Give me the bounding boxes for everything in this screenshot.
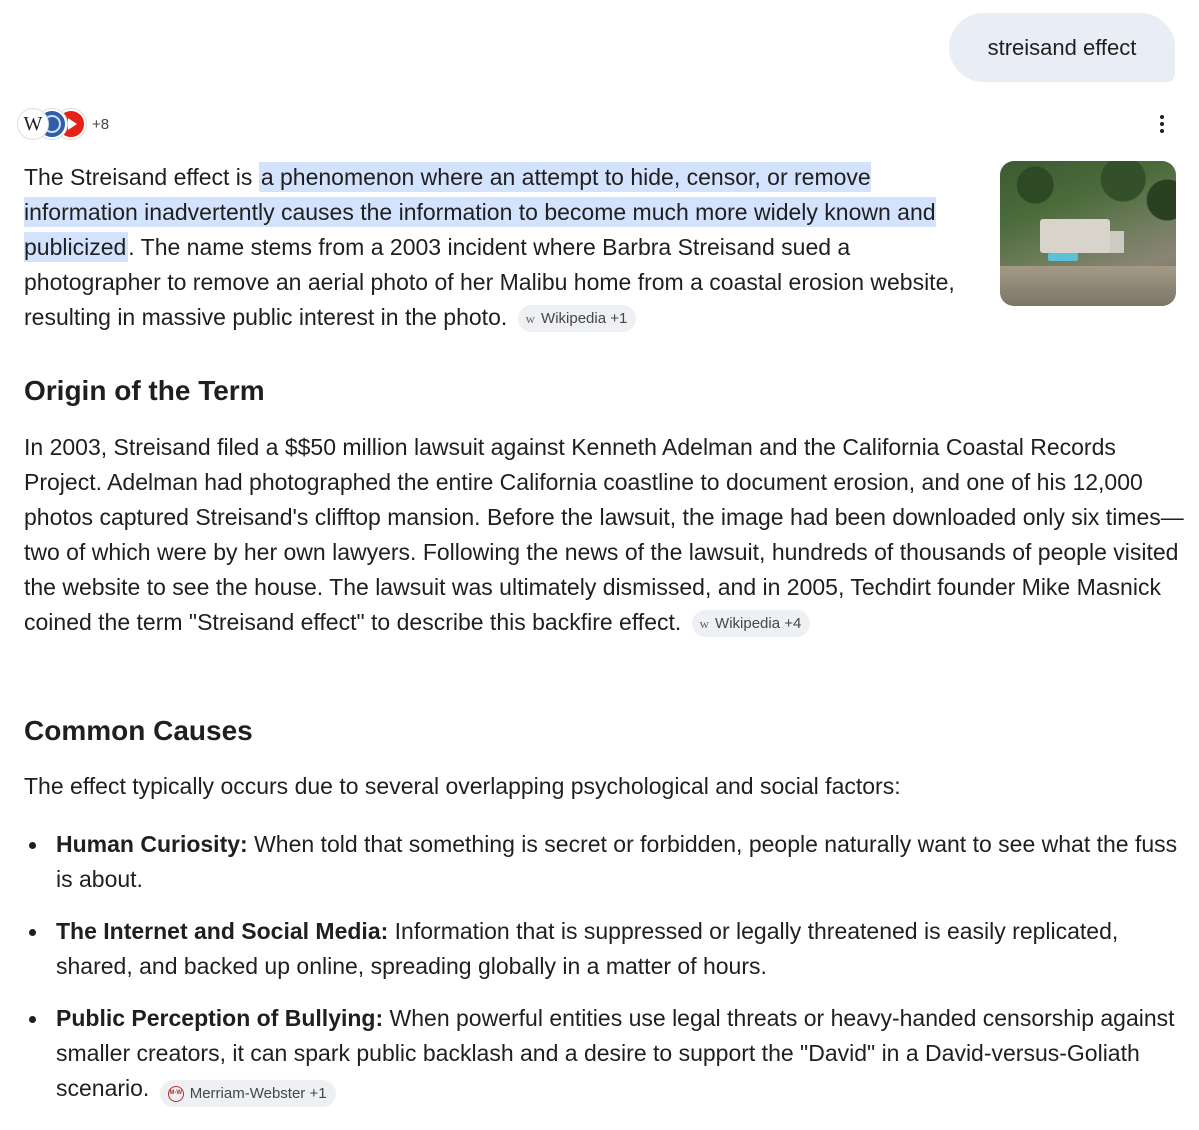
citation-label: Merriam-Webster +1: [189, 1085, 327, 1102]
citation-chip[interactable]: [160, 1080, 336, 1107]
origin-paragraph: [24, 430, 1184, 640]
causes-intro: The effect typically occurs due to several overlapping psychological and social factors:: [24, 773, 901, 799]
citation-chip[interactable]: [692, 610, 811, 637]
list-item-title: Human Curiosity:: [56, 831, 248, 857]
intro-lead: The Streisand effect is: [24, 164, 259, 190]
list-item-text: When powerful entities use legal threats or heavy-handed censorship against smaller creators, it can spark public backlash and a desire to support the "David" in a David-versus-Goliath scenario.: [56, 1005, 1175, 1101]
intro-highlight: a phenomenon where an attempt to hide, censor, or remove information inadvertently causes the information to become much more widely known and publicized: [24, 164, 936, 260]
list-item: [24, 914, 1184, 984]
user-query-bubble: streisand effect: [949, 13, 1175, 82]
wikipedia-icon: W: [18, 109, 48, 139]
list-item-text: When told that something is secret or forbidden, people naturally want to see what the fuss is about.: [56, 831, 1178, 892]
sources-more-count: +8: [92, 115, 110, 133]
causes-list: [24, 827, 1184, 1124]
section-heading-causes: Common Causes: [24, 715, 253, 746]
sources-stack[interactable]: [18, 107, 109, 141]
citation-label: Wikipedia +4: [715, 615, 802, 632]
list-item: [24, 1001, 1184, 1107]
more-options-icon[interactable]: [1150, 112, 1174, 136]
list-item-text: Information that is suppressed or legally threatened is easily replicated, shared, and backed up online, spreading globally in a matter of hours.: [56, 918, 1119, 979]
list-item: [24, 827, 1184, 897]
intro-rest: . The name stems from a 2003 incident where Barbra Streisand sued a photographer to remove an aerial photo of her Malibu home from a coastal erosion website, resulting in massive public interest in the photo.: [24, 234, 955, 330]
citation-label: Wikipedia +1: [541, 310, 628, 327]
section-heading-origin: Origin of the Term: [24, 375, 265, 406]
citation-chip[interactable]: [518, 305, 637, 332]
merriam-webster-icon: M-W: [168, 1086, 184, 1102]
wikipedia-icon: w: [699, 616, 710, 631]
list-item-title: Public Perception of Bullying:: [56, 1005, 384, 1031]
malibu-house-image[interactable]: [1000, 161, 1176, 306]
wikipedia-icon: w: [525, 311, 536, 326]
intro-paragraph: [24, 160, 984, 335]
list-item-title: The Internet and Social Media:: [56, 918, 389, 944]
origin-text: In 2003, Streisand filed a $$50 million lawsuit against Kenneth Adelman and the California Coastal Records Project. Adelman had photographed the entire California coastline to document erosion, and one of his 12,000 photos captured Streisand's clifftop mansion. Before the lawsuit, the image had been downloaded only six times—two of which were by her own lawyers. Following the news of the lawsuit, hundreds of thousands of people visited the website to see the house. The lawsuit was ultimately dismissed, and in 2005, Techdirt founder Mike Masnick coined the term "Streisand effect" to describe this backfire effect.: [24, 434, 1184, 635]
